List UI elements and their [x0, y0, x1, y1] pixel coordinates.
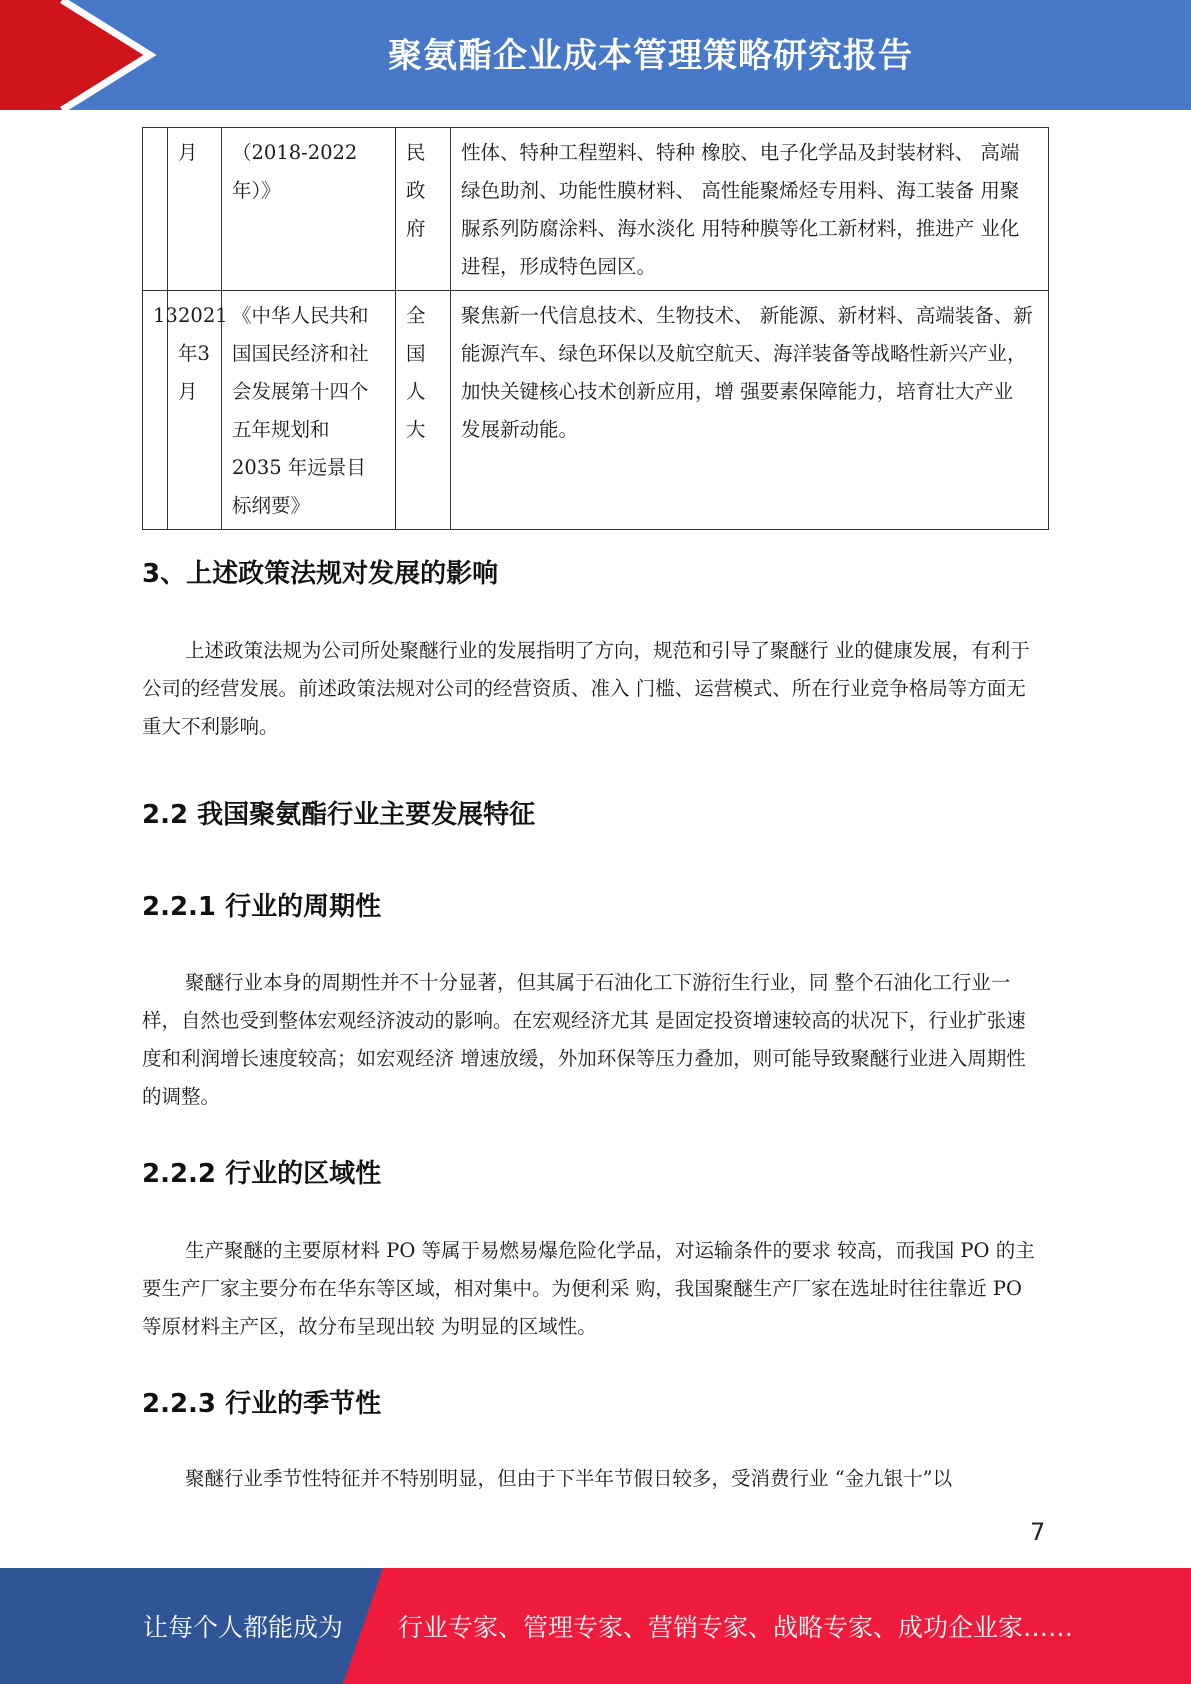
cell-date: 2021年3月	[168, 291, 222, 530]
cell-content: 性体、特种工程塑料、特种 橡胶、电子化学品及封装材料、 高端绿色助剂、功能性膜材料、 高性能聚烯烃专用料、海工装备 用聚脲系列防腐涂料、海水淡化 用特种膜等化工新材料，推进产 业化进程，形成特色园区。	[451, 128, 1049, 291]
section-heading-seasonality: 2.2.3 行业的季节性	[142, 1389, 382, 1419]
cell-number	[143, 128, 168, 291]
cell-content: 聚焦新一代信息技术、生物技术、 新能源、新材料、高端装备、新 能源汽车、绿色环保以及航空航天、海洋装备等战略性新兴产业， 加快关键核心技术创新应用，增 强要素保障能力，培育壮大产业 发展新动能。	[451, 291, 1049, 530]
cell-issuer: 民政府	[396, 128, 451, 291]
section-heading-policy-impact: 3、上述政策法规对发展的影响	[142, 559, 499, 589]
paragraph-seasonality: 聚醚行业季节性特征并不特别明显，但由于下半年节假日较多，受消费行业 “金九银十”以	[185, 1467, 953, 1490]
section-heading-industry-features: 2.2 我国聚氨酯行业主要发展特征	[142, 800, 536, 830]
footer-slogan-left: 让每个人都能成为	[143, 1613, 344, 1642]
page-footer	[0, 1568, 1191, 1684]
cell-issuer: 全国人大	[396, 291, 451, 530]
section-heading-regionality: 2.2.2 行业的区域性	[142, 1159, 382, 1189]
cell-date: 月	[168, 128, 222, 291]
table-row	[143, 291, 1049, 530]
cell-number: 13	[143, 291, 168, 530]
report-title: 聚氨酯企业成本管理策略研究报告	[388, 36, 913, 76]
cell-policy-name: （2018-2022 年）》	[222, 128, 396, 291]
section-heading-cyclicality: 2.2.1 行业的周期性	[142, 892, 382, 922]
page-header	[0, 0, 1191, 110]
cell-policy-name: 《中华人民共和国国民经济和社会发展第十四个五年规划和 2035 年远景目标纲要》	[222, 291, 396, 530]
footer-slogan-right: 行业专家、管理专家、营销专家、战略专家、成功企业家……	[398, 1613, 1074, 1642]
paragraph-cyclicality: 聚醚行业本身的周期性并不十分显著，但其属于石油化工下游衍生行业，同 整个石油化工行业一样，自然也受到整体宏观经济波动的影响。在宏观经济尤其 是固定投资增速较高的状况下，行业扩张速度和利润增长速度较高；如宏观经济 增速放缓，外加环保等压力叠加，则可能导致聚醚行业进入周期性的调整。	[142, 971, 1026, 1108]
policy-table	[142, 127, 1049, 530]
page-number: 7	[1030, 1518, 1046, 1546]
paragraph-policy-impact: 上述政策法规为公司所处聚醚行业的发展指明了方向，规范和引导了聚醚行 业的健康发展，有利于公司的经营发展。前述政策法规对公司的经营资质、准入 门槛、运营模式、所在行业竞争格局等方面无重大不利影响。	[142, 639, 1030, 738]
paragraph-regionality: 生产聚醚的主要原材料 PO 等属于易燃易爆危险化学品，对运输条件的要求 较高，而我国 PO 的主要生产厂家主要分布在华东等区域，相对集中。为便利采 购，我国聚醚生产厂家在选址时往往靠近 PO 等原材料主产区，故分布呈现出较 为明显的区域性。	[142, 1239, 1035, 1338]
table-row	[143, 128, 1049, 291]
